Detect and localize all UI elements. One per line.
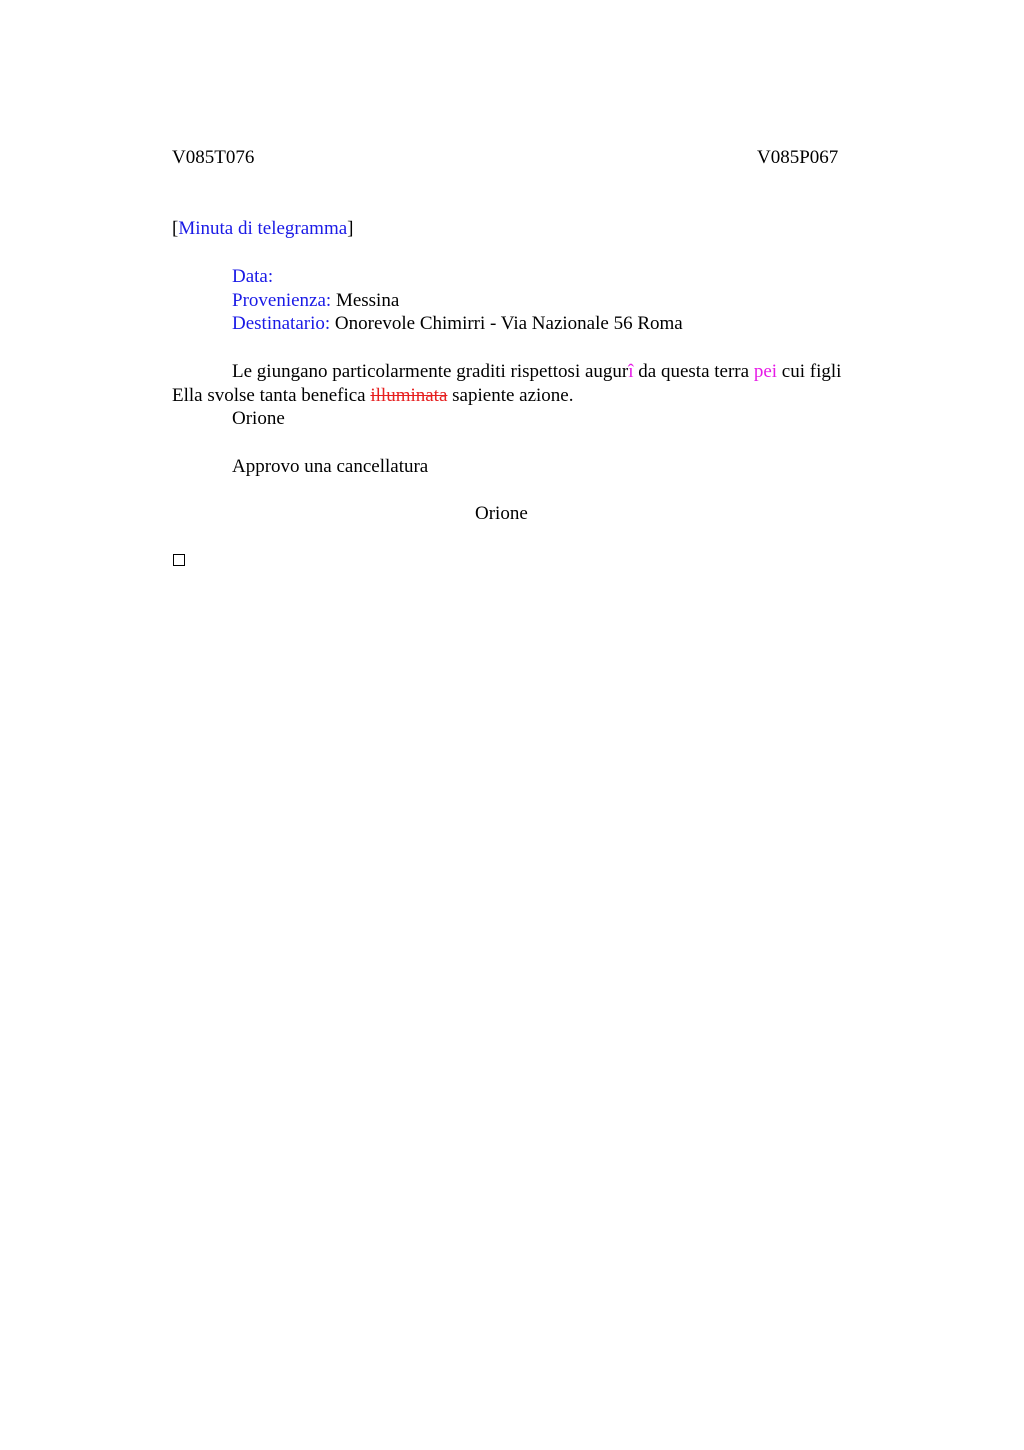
approval-signature: Orione — [475, 503, 528, 524]
provenienza-label: Provenienza: — [232, 290, 332, 311]
body-line1-addition-i: î — [628, 361, 634, 382]
provenienza-value: Messina — [331, 290, 400, 311]
title-close-bracket: ] — [347, 218, 354, 239]
meta-provenienza-row — [232, 289, 399, 313]
meta-destinatario-row — [232, 312, 683, 336]
body-line1-text-a: Le giungano particolarmente graditi rispettosi augur — [232, 361, 629, 382]
body-line1-addition-pei: pei — [753, 361, 778, 382]
document-title — [172, 217, 354, 241]
body-line1-text-b: da questa terra — [633, 361, 754, 382]
meta-data-row — [232, 265, 273, 289]
body-signature: Orione — [232, 408, 285, 429]
body-line2-text-a: Ella svolse tanta benefica — [172, 385, 371, 406]
destinatario-label: Destinatario: — [232, 313, 331, 334]
body-line-1 — [232, 360, 841, 384]
body-line2-text-b: sapiente azione. — [447, 385, 574, 406]
approval-text: Approvo una cancellatura — [232, 456, 429, 477]
body-line2-deleted-word: illuminata — [370, 385, 448, 406]
document-code-left: V085T076 — [172, 147, 255, 168]
title-open-bracket: [ — [172, 218, 179, 239]
document-code-right: V085P067 — [757, 147, 839, 168]
destinatario-value: Onorevole Chimirri - Via Nazionale 56 Roma — [330, 313, 683, 334]
data-label: Data: — [232, 266, 274, 287]
body-line-2 — [172, 384, 574, 408]
title-text: Minuta di telegramma — [178, 218, 348, 239]
empty-checkbox[interactable] — [173, 554, 185, 566]
body-line1-text-c: cui figli — [777, 361, 842, 382]
